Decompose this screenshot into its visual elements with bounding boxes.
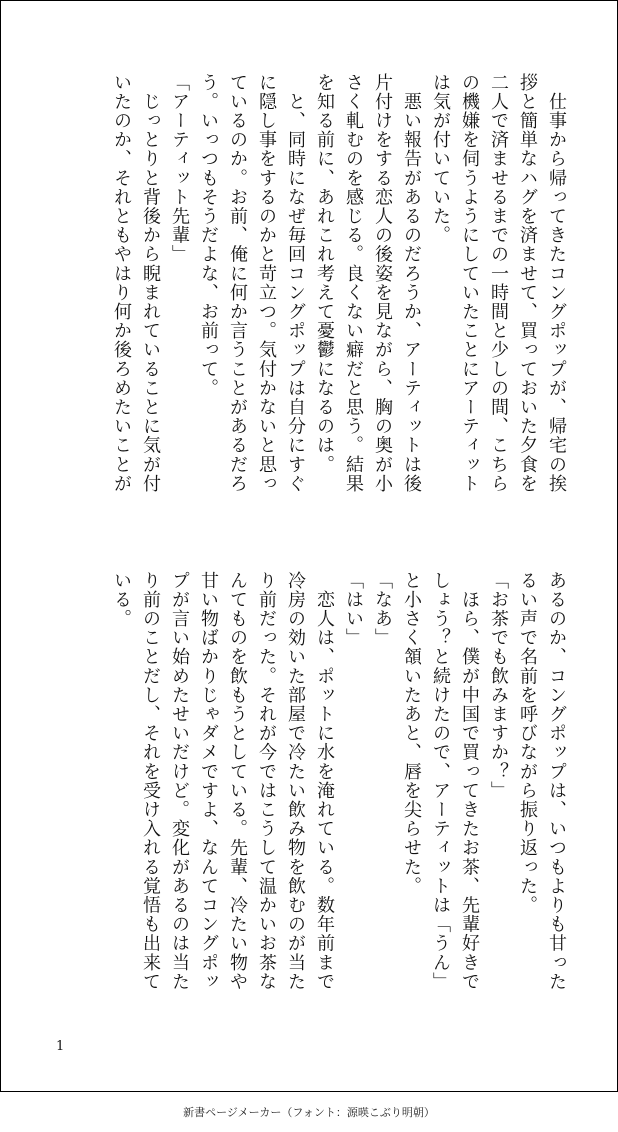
text-line: 甘い物ばかりじゃダメですよ、なんてコングポッ [198, 571, 219, 992]
text-line: あるのか、コングポップは、いつもよりも甘った [546, 571, 567, 992]
text-line: 拶と簡単なハグを済ませて、買っておいた夕食を [517, 73, 538, 494]
text-line: 「はい」 [343, 571, 364, 648]
text-line: 「なあ」 [372, 571, 393, 648]
text-line: と、同時になぜ毎回コングポップは自分にすぐ [285, 73, 306, 494]
text-line: いる。 [111, 571, 132, 629]
text-line: は気が付いていた。 [430, 73, 451, 245]
text-line: プが言い始めたせいだけど。変化があるのは当た [169, 571, 190, 992]
text-line: 悪い報告があるのだろうか、アーティットは後 [401, 73, 422, 494]
text-line: 「お茶でも飲みますか？」 [488, 571, 509, 801]
text-line: じっとりと背後から睨まれていることに気が付 [140, 73, 161, 494]
text-block-top [49, 73, 571, 523]
text-line: いたのか、それともやはり何か後ろめたいことが [111, 73, 132, 494]
footer-caption: 新書ページメーカー（フォント：源暎こぶり明朝） [183, 1106, 435, 1119]
text-block-bottom [49, 571, 571, 1011]
text-line: るい声で名前を呼びながら振り返った。 [517, 571, 538, 915]
text-line: ているのか。お前、俺に何か言うことがあるだろ [227, 73, 248, 494]
text-line: 「アーティット先輩」 [169, 73, 190, 264]
text-line: 恋人は、ポットに水を淹れている。数年前まで [314, 571, 335, 992]
text-line: り前だった。それが今ではこうして温かいお茶な [256, 571, 277, 992]
text-line: の機嫌を伺うようにしていたことにアーティット [459, 73, 480, 494]
text-line: り前のことだし、それを受け入れる覚悟も出来て [140, 571, 161, 992]
text-line: 冷房の効いた部屋で冷たい飲み物を飲むのが当た [285, 571, 306, 992]
text-line: 仕事から帰ってきたコングポップが、帰宅の挨 [546, 73, 567, 494]
text-line: さく軋むのを感じる。良くない癖だと思う。結果 [343, 73, 364, 494]
text-line: んてものを飲もうとしている。先輩、冷たい物や [227, 571, 248, 992]
text-line: 二人で済ませるまでの一時間と少しの間、こちら [488, 73, 509, 494]
text-line: ほら、僕が中国で買ってきたお茶、先輩好きで [459, 571, 480, 992]
text-line: と小さく頷いたあと、唇を尖らせた。 [401, 571, 422, 896]
text-line: う。いっつもそうだよな、お前って。 [198, 73, 219, 398]
text-line: しょう？と続けたので、アーティットは「うん」 [430, 571, 451, 992]
page-number: 1 [56, 1039, 65, 1054]
text-line: に隠し事をするのかと苛立つ。気付かないと思っ [256, 73, 277, 494]
text-line: 片付けをする恋人の後姿を見ながら、胸の奥が小 [372, 73, 393, 494]
text-line: を知る前に、あれこれ考えて憂鬱になるのは。 [314, 73, 335, 475]
